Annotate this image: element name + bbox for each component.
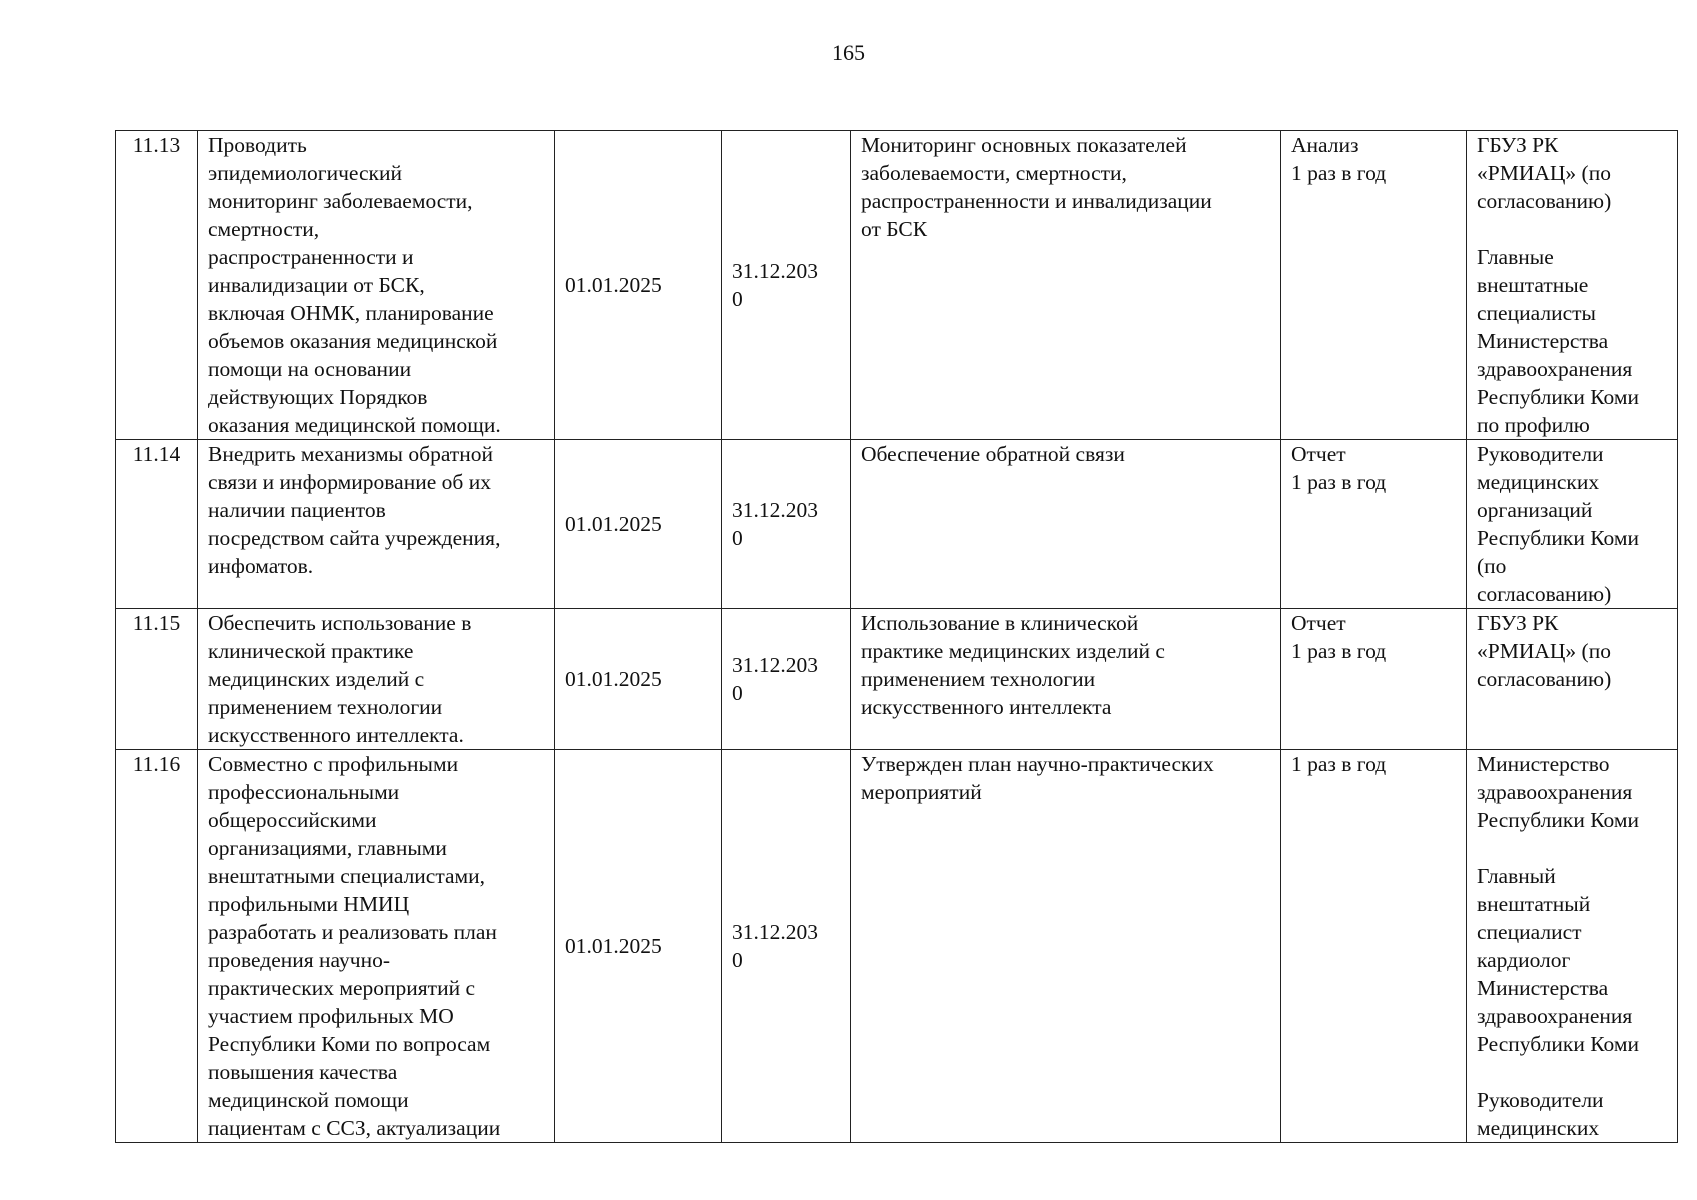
action-description: Совместно с профильными профессиональными общероссийскими организациями, главными внештатными специалистами, профильными НМИЦ разработать и реализовать план проведения научно- практических мероприятий с участием профильных МО Республики Коми по вопросам повышения качества медицинской помощи пациентам с ССЗ, актуализации <box>198 750 555 1143</box>
page-number: 165 <box>832 40 865 65</box>
start-date: 01.01.2025 <box>555 440 722 609</box>
end-date: 31.12.203 0 <box>722 131 851 440</box>
action-plan-table <box>115 130 1678 1143</box>
action-description: Обеспечить использование в клинической практике медицинских изделий с применением технологии искусственного интеллекта. <box>198 609 555 750</box>
table-row <box>116 609 1678 750</box>
expected-result: Использование в клинической практике медицинских изделий с применением технологии искусственного интеллекта <box>851 609 1281 750</box>
control-form: Отчет 1 раз в год <box>1281 609 1467 750</box>
responsible-party: ГБУЗ РК «РМИАЦ» (по согласованию) <box>1467 609 1678 750</box>
table-row <box>116 440 1678 609</box>
responsible-party: Министерство здравоохранения Республики Коми Главный внештатный специалист кардиолог Министерства здравоохранения Республики Коми Руководители медицинских <box>1467 750 1678 1143</box>
row-number: 11.14 <box>116 440 198 609</box>
end-date: 31.12.203 0 <box>722 609 851 750</box>
expected-result: Утвержден план научно-практических мероприятий <box>851 750 1281 1143</box>
responsible-party: Руководители медицинских организаций Республики Коми (по согласованию) <box>1467 440 1678 609</box>
end-date: 31.12.203 0 <box>722 750 851 1143</box>
table-row <box>116 750 1678 1143</box>
responsible-party: ГБУЗ РК «РМИАЦ» (по согласованию) Главные внештатные специалисты Министерства здравоохранения Республики Коми по профилю <box>1467 131 1678 440</box>
action-description: Внедрить механизмы обратной связи и информирование об их наличии пациентов посредством сайта учреждения, инфоматов. <box>198 440 555 609</box>
start-date: 01.01.2025 <box>555 609 722 750</box>
control-form: Отчет 1 раз в год <box>1281 440 1467 609</box>
row-number: 11.16 <box>116 750 198 1143</box>
expected-result: Мониторинг основных показателей заболеваемости, смертности, распространенности и инвалидизации от БСК <box>851 131 1281 440</box>
control-form: Анализ 1 раз в год <box>1281 131 1467 440</box>
end-date: 31.12.203 0 <box>722 440 851 609</box>
row-number: 11.13 <box>116 131 198 440</box>
start-date: 01.01.2025 <box>555 750 722 1143</box>
table-row <box>116 131 1678 440</box>
control-form: 1 раз в год <box>1281 750 1467 1143</box>
start-date: 01.01.2025 <box>555 131 722 440</box>
row-number: 11.15 <box>116 609 198 750</box>
action-description: Проводить эпидемиологический мониторинг заболеваемости, смертности, распространенности и инвалидизации от БСК, включая ОНМК, планирование объемов оказания медицинской помощи на основании действующих Порядков оказания медицинской помощи. <box>198 131 555 440</box>
expected-result: Обеспечение обратной связи <box>851 440 1281 609</box>
